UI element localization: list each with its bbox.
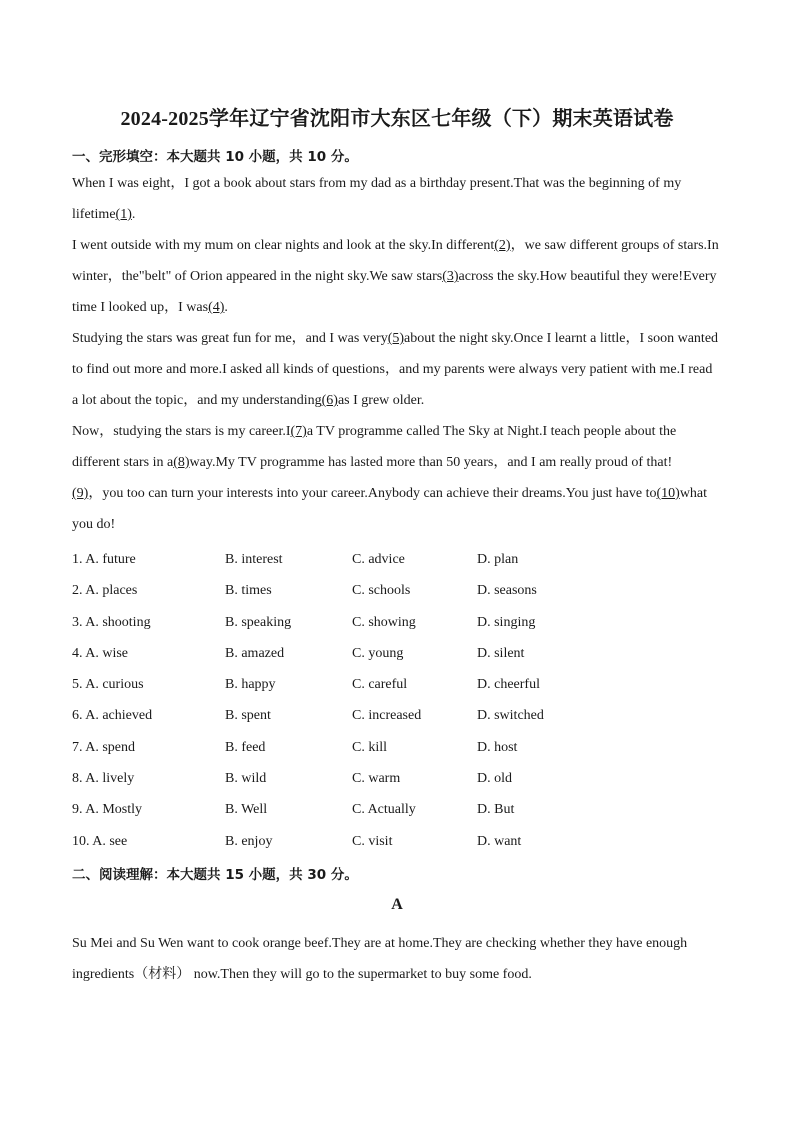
option-row xyxy=(72,700,724,731)
passage-text: time I looked up，I was xyxy=(72,300,209,315)
option-choice: D. cheerful xyxy=(477,677,540,693)
option-choice: B. spent xyxy=(225,708,271,724)
passage-text: lifetime xyxy=(72,207,116,222)
passage-text: I went outside with my mum on clear nights and look at the sky.In different xyxy=(72,238,495,253)
passage-line xyxy=(72,928,724,959)
option-choice: B. speaking xyxy=(225,614,292,630)
passage-line xyxy=(72,323,724,354)
option-row xyxy=(72,669,724,700)
passage-line xyxy=(72,168,724,199)
option-row xyxy=(72,732,724,763)
passage-text: winter，the"belt" of Orion appeared in the night sky.We saw stars xyxy=(72,269,443,284)
section-2-heading: 二、阅读理解：本大题共 15 小题，共 30 分。 xyxy=(72,867,358,883)
option-row xyxy=(72,607,724,638)
option-choice: C. advice xyxy=(352,552,405,567)
blank-marker: (6) xyxy=(321,393,338,408)
option-choice: D. plan xyxy=(477,552,519,567)
option-choice: C. increased xyxy=(352,708,422,724)
passage-text: what xyxy=(679,486,708,501)
option-choice: D. singing xyxy=(477,614,536,630)
blank-marker: (5) xyxy=(387,331,405,346)
option-choice: 10. A. see xyxy=(72,833,128,849)
passage-line xyxy=(72,959,724,990)
option-choice: D. old xyxy=(477,771,512,787)
option-choice: 5. A. curious xyxy=(72,677,144,693)
passage-text: Studying the stars was great fun for me，and I was very xyxy=(72,331,388,346)
option-choice: B. happy xyxy=(225,677,276,693)
option-choice: D. seasons xyxy=(477,583,537,599)
section-1-heading: 一、完形填空：本大题共 10 小题，共 10 分。 xyxy=(72,149,358,165)
blank-marker: (9) xyxy=(72,486,89,501)
blank-marker: (3) xyxy=(442,269,459,284)
option-row xyxy=(72,544,724,575)
passage-text: ingredients（材料） now.Then they will go to the supermarket to buy some food. xyxy=(72,967,532,982)
option-choice: C. visit xyxy=(352,833,393,849)
passage-text: you do! xyxy=(72,517,116,532)
passage-line xyxy=(72,509,724,540)
blank-marker: (4) xyxy=(208,300,225,315)
option-choice: D. switched xyxy=(477,708,544,724)
passage-text: When I was eight，I got a book about stars from my dad as a birthday present.That was the beginning of my xyxy=(72,176,682,191)
passage-line xyxy=(72,385,724,416)
passage-text: . xyxy=(131,207,136,222)
option-choice: 4. A. wise xyxy=(72,645,128,661)
passage-text: as I grew older. xyxy=(337,393,425,408)
option-choice: C. kill xyxy=(352,739,388,755)
passage-text: a lot about the topic，and my understanding xyxy=(72,393,322,408)
option-choice: C. schools xyxy=(352,583,411,599)
passage-line xyxy=(72,230,724,261)
passage-line xyxy=(72,199,724,230)
option-choice: B. times xyxy=(225,583,272,599)
option-choice: D. host xyxy=(477,739,518,755)
passage-text: across the sky.How beautiful they were!Every xyxy=(458,269,717,284)
option-row xyxy=(72,638,724,669)
option-choice: C. young xyxy=(352,645,404,661)
option-choice: 3. A. shooting xyxy=(72,614,151,630)
passage-text: different stars in a xyxy=(72,455,174,470)
passage-line xyxy=(72,416,724,447)
blank-marker: (2) xyxy=(494,238,511,253)
page-title: 2024-2025学年辽宁省沈阳市大东区七年级（下）期末英语试卷 xyxy=(120,108,674,130)
option-choice: 8. A. lively xyxy=(72,771,135,787)
option-choice: B. amazed xyxy=(225,645,285,661)
passage-text: Su Mei and Su Wen want to cook orange beef.They are at home.They are checking whether they have enough xyxy=(72,936,688,951)
cloze-options xyxy=(72,544,724,857)
passage-text: Now，studying the stars is my career.I xyxy=(72,424,291,439)
option-choice: B. feed xyxy=(225,739,266,755)
option-row xyxy=(72,794,724,825)
option-choice: 2. A. places xyxy=(72,583,138,599)
passage-text: . xyxy=(224,300,228,315)
option-row xyxy=(72,826,724,857)
passage-line xyxy=(72,478,724,509)
passage-text: a TV programme called The Sky at Night.I teach people about the xyxy=(306,424,677,439)
option-choice: B. wild xyxy=(225,771,267,787)
passage-text: ，we saw different groups of stars.In xyxy=(510,238,719,253)
blank-marker: (8) xyxy=(173,455,190,470)
option-choice: C. warm xyxy=(352,771,401,787)
option-choice: 6. A. achieved xyxy=(72,708,153,724)
option-choice: C. Actually xyxy=(352,802,416,818)
blank-marker: (7) xyxy=(290,424,307,439)
option-choice: B. enjoy xyxy=(225,833,273,849)
passage-line xyxy=(72,354,724,385)
option-choice: 9. A. Mostly xyxy=(72,802,143,818)
option-choice: D. want xyxy=(477,833,522,849)
option-choice: 1. A. future xyxy=(72,552,136,567)
option-choice: D. But xyxy=(477,802,515,818)
passage-line xyxy=(72,292,724,323)
passage-line xyxy=(72,447,724,478)
option-choice: B. Well xyxy=(225,802,268,818)
passage-text: about the night sky.Once I learnt a little，I soon wanted xyxy=(404,331,719,346)
passage-text: to find out more and more.I asked all kinds of questions，and my parents were always very patient with me.I read xyxy=(72,362,713,377)
blank-marker: (1) xyxy=(115,207,132,222)
option-choice: D. silent xyxy=(477,645,525,661)
passage-text: ，you too can turn your interests into your career.Anybody can achieve their dreams.You just have to xyxy=(88,486,657,501)
option-row xyxy=(72,575,724,606)
option-row xyxy=(72,763,724,794)
blank-marker: (10) xyxy=(656,486,680,501)
reading-passage-a xyxy=(72,928,724,990)
passage-line xyxy=(72,261,724,292)
cloze-passage xyxy=(72,168,724,540)
option-choice: C. showing xyxy=(352,614,416,630)
passage-text: way.My TV programme has lasted more than 50 years，and I am really proud of that! xyxy=(189,455,673,470)
option-choice: B. interest xyxy=(225,552,283,567)
option-choice: 7. A. spend xyxy=(72,739,135,755)
option-choice: C. careful xyxy=(352,677,408,693)
passage-label: A xyxy=(391,896,403,913)
